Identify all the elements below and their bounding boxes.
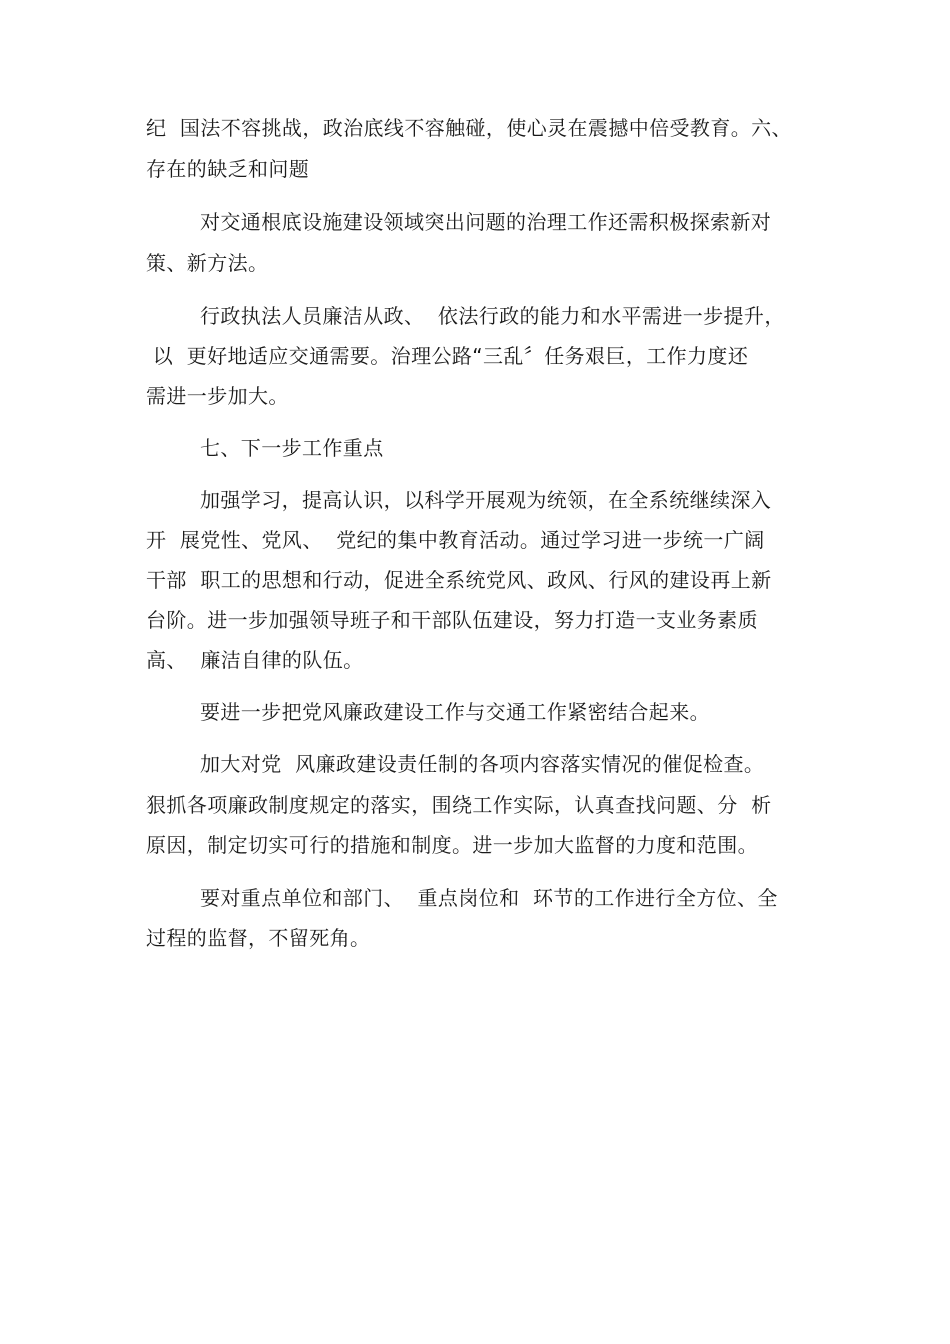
- text-line-10: 开 展党性、党风、 党纪的集中教育活动。通过学习进一步统一广阔: [146, 528, 765, 552]
- text-line-13: 高、 廉洁自律的队伍。: [146, 648, 364, 672]
- text-line-2: 存在的缺乏和问题: [146, 157, 310, 181]
- text-line-18: 要对重点单位和部门、 重点岗位和 环节的工作进行全方位、全: [200, 886, 778, 910]
- text-line-19: 过程的监督，不留死角。: [146, 926, 371, 950]
- text-line-15: 加大对党 风廉政建设责任制的各项内容落实情况的催促检查。: [200, 752, 765, 776]
- text-line-12: 台阶。进一步加强领导班子和干部队伍建设，努力打造一支业务素质: [146, 608, 758, 632]
- text-line-14: 要进一步把党风廉政建设工作与交通工作紧密结合起来。: [200, 700, 710, 724]
- text-line-3: 对交通根底设施建设领域突出问题的治理工作还需积极探索新对: [200, 210, 772, 234]
- text-line-17: 原因，制定切实可行的措施和制度。进一步加大监督的力度和范围。: [146, 833, 758, 857]
- text-line-7: 需进一步加大。: [146, 384, 289, 408]
- text-line-11: 干部 职工的思想和行动，促进全系统党风、政风、行风的建设再上新: [146, 568, 772, 592]
- text-line-5: 行政执法人员廉洁从政、 依法行政的能力和水平需进一步提升，: [200, 304, 785, 328]
- text-line-16: 狠抓各项廉政制度规定的落实，围绕工作实际，认真查找问题、分 析: [146, 793, 772, 817]
- section-heading: 七、下一步工作重点: [200, 436, 384, 460]
- text-line-1: 纪 国法不容挑战，政治底线不容触碰，使心灵在震撼中倍受教育。六、: [146, 116, 792, 140]
- text-line-6: 以 更好地适应交通需要。治理公路“三乱〞任务艰巨，工作力度还: [146, 344, 749, 368]
- text-line-4: 策、新方法。: [146, 251, 269, 275]
- text-line-9: 加强学习，提高认识，以科学开展观为统领，在全系统继续深入: [200, 488, 772, 512]
